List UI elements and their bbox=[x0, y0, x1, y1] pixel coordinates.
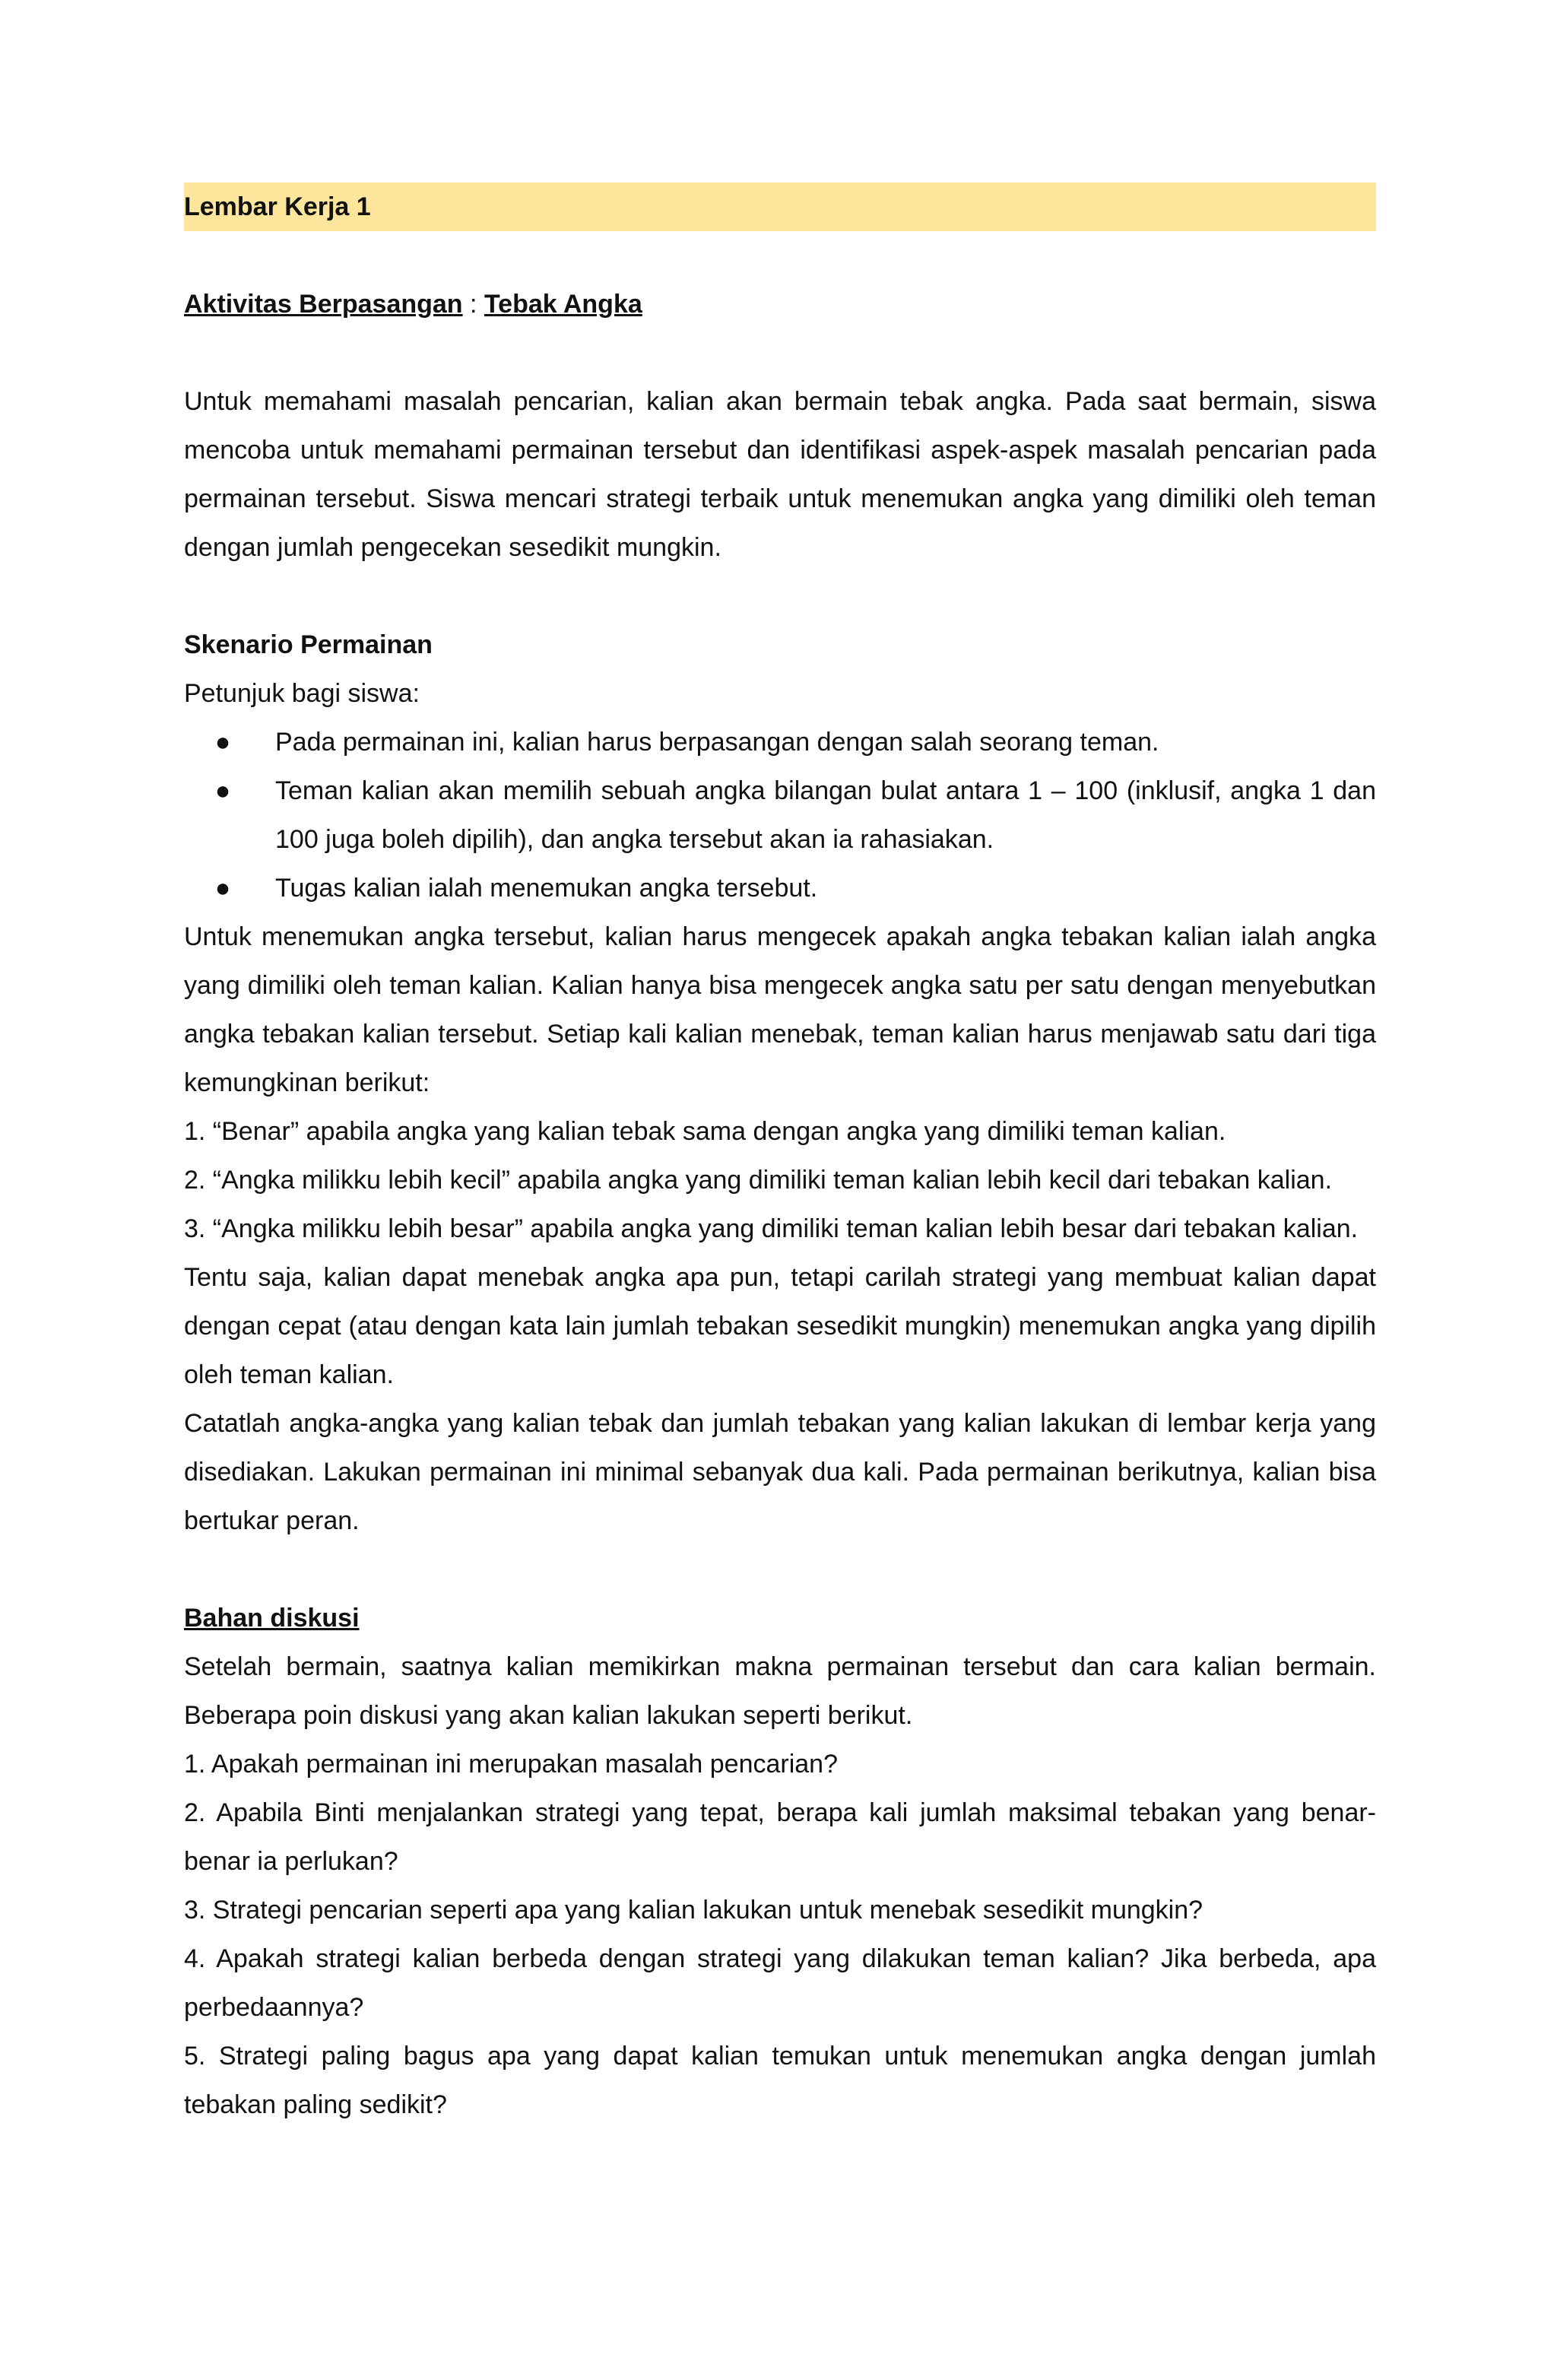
bullet-icon: ● bbox=[214, 728, 231, 757]
worksheet-header bbox=[184, 182, 1376, 231]
list-item bbox=[184, 766, 1376, 864]
list-item bbox=[184, 864, 1376, 912]
activity-label: Aktivitas Berpasangan bbox=[184, 290, 463, 319]
bullet-icon: ● bbox=[214, 874, 231, 903]
activity-separator: : bbox=[462, 290, 484, 319]
worksheet-title: Lembar Kerja 1 bbox=[184, 192, 371, 221]
scenario-title: Skenario Permainan bbox=[184, 630, 433, 659]
scenario-paragraph: Tentu saja, kalian dapat menebak angka apa pun, tetapi carilah strategi yang membuat kalian dapat dengan cepat (atau dengan kata lain jumlah tebakan sesedikit mungkin) menemukan angka yang dipilih oleh teman kalian. bbox=[184, 1263, 1376, 1389]
list-item bbox=[184, 718, 1376, 766]
bullet-text: Tugas kalian ialah menemukan angka tersebut. bbox=[275, 874, 818, 903]
bullet-icon: ● bbox=[214, 776, 231, 805]
spacer bbox=[184, 1545, 1376, 1594]
activity-heading bbox=[184, 280, 1376, 328]
intro-paragraph: Untuk memahami masalah pencarian, kalian akan bermain tebak angka. Pada saat bermain, siswa mencoba untuk memahami permainan tersebut dan identifikasi aspek-aspek masalah pencarian pada permainan tersebut. Siswa mencari strategi terbaik untuk menemukan angka yang dimiliki oleh teman dengan jumlah pengecekan sesedikit mungkin. bbox=[184, 387, 1376, 562]
discussion-question: 2. Apabila Binti menjalankan strategi yang tepat, berapa kali jumlah maksimal tebakan yang benar-benar ia perlukan? bbox=[184, 1798, 1376, 1876]
bullet-text: Teman kalian akan memilih sebuah angka bilangan bulat antara 1 – 100 (inklusif, angka 1 dan 100 juga boleh dipilih), dan angka tersebut akan ia rahasiakan. bbox=[275, 776, 1376, 854]
discussion-question: 5. Strategi paling bagus apa yang dapat kalian temukan untuk menemukan angka dengan jumlah tebakan paling sedikit? bbox=[184, 2042, 1376, 2119]
bullet-text: Pada permainan ini, kalian harus berpasangan dengan salah seorang teman. bbox=[275, 728, 1159, 757]
spacer bbox=[184, 572, 1376, 620]
worksheet-page bbox=[184, 182, 1376, 2129]
response-item: 1. “Benar” apabila angka yang kalian tebak sama dengan angka yang dimiliki teman kalian. bbox=[184, 1117, 1226, 1146]
scenario-paragraph: Untuk menemukan angka tersebut, kalian harus mengecek apakah angka tebakan kalian ialah angka yang dimiliki oleh teman kalian. Kalian hanya bisa mengecek angka satu per satu dengan menyebutkan angka tebakan kalian tersebut. Setiap kali kalian menebak, teman kalian harus menjawab satu dari tiga kemungkinan berikut: bbox=[184, 922, 1376, 1097]
spacer bbox=[184, 328, 1376, 377]
scenario-bullet-list bbox=[184, 718, 1376, 912]
activity-name: Tebak Angka bbox=[484, 290, 642, 319]
response-item: 2. “Angka milikku lebih kecil” apabila angka yang dimiliki teman kalian lebih kecil dari tebakan kalian. bbox=[184, 1166, 1333, 1195]
scenario-subtitle: Petunjuk bagi siswa: bbox=[184, 679, 420, 708]
discussion-question: 1. Apakah permainan ini merupakan masalah pencarian? bbox=[184, 1750, 838, 1779]
discussion-intro: Setelah bermain, saatnya kalian memikirkan makna permainan tersebut dan cara kalian bermain. Beberapa poin diskusi yang akan kalian lakukan seperti berikut. bbox=[184, 1652, 1376, 1730]
discussion-question: 3. Strategi pencarian seperti apa yang kalian lakukan untuk menebak sesedikit mungkin? bbox=[184, 1896, 1203, 1925]
response-item: 3. “Angka milikku lebih besar” apabila angka yang dimiliki teman kalian lebih besar dari tebakan kalian. bbox=[184, 1214, 1359, 1243]
scenario-paragraph: Catatlah angka-angka yang kalian tebak dan jumlah tebakan yang kalian lakukan di lembar kerja yang disediakan. Lakukan permainan ini minimal sebanyak dua kali. Pada permainan berikutnya, kalian bisa bertukar peran. bbox=[184, 1409, 1376, 1535]
discussion-question: 4. Apakah strategi kalian berbeda dengan strategi yang dilakukan teman kalian? Jika berbeda, apa perbedaannya? bbox=[184, 1944, 1376, 2022]
discussion-title: Bahan diskusi bbox=[184, 1604, 360, 1633]
